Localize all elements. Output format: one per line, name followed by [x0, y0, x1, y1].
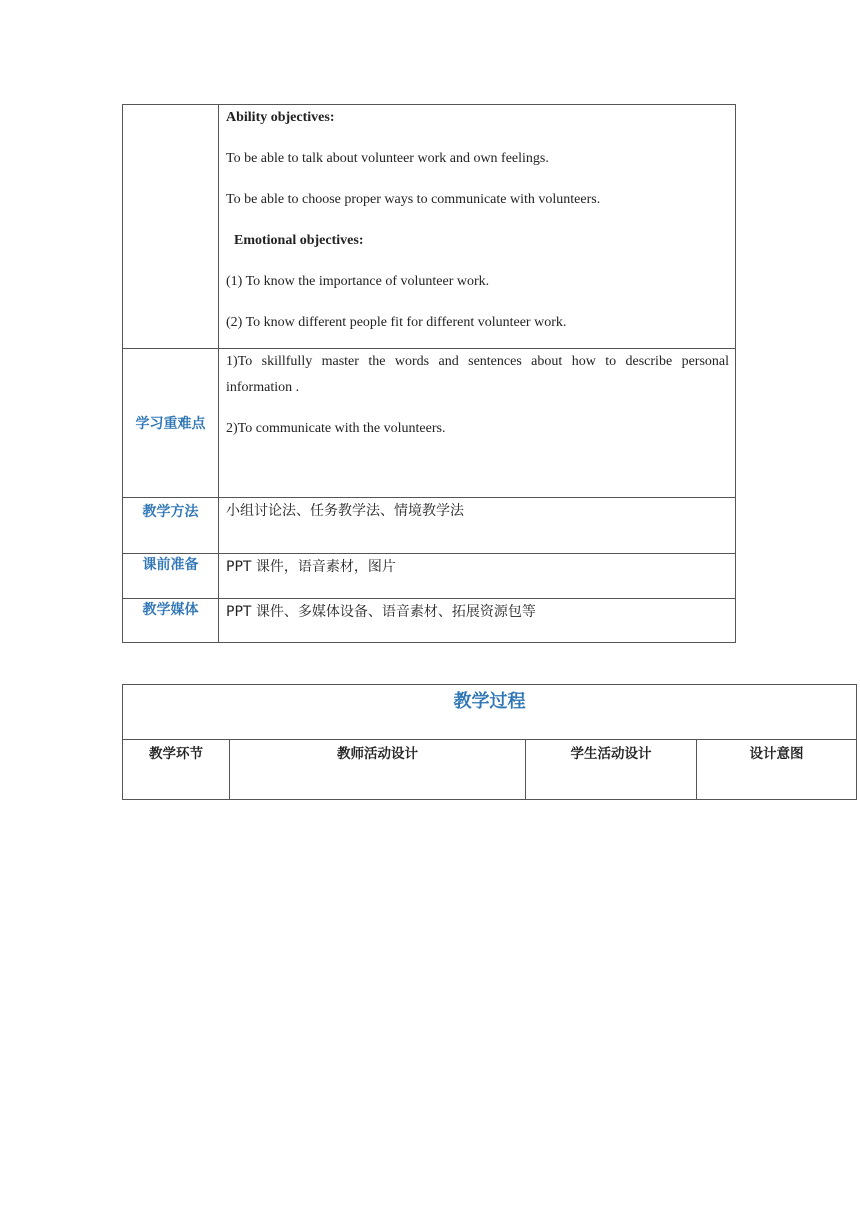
methods-text: 小组讨论法、任务教学法、情境教学法	[226, 503, 464, 519]
objectives-content-cell	[219, 105, 736, 349]
emotional-objectives-heading: Emotional objectives:	[234, 233, 364, 248]
media-label: 教学媒体	[123, 599, 219, 643]
methods-value	[219, 498, 736, 554]
methods-row	[123, 498, 736, 554]
column-header-design-intent-text: 设计意图	[749, 746, 804, 762]
column-header-student-activity	[526, 740, 697, 800]
column-header-stage-text: 教学环节	[149, 746, 203, 762]
process-header-row	[123, 740, 857, 800]
media-value	[219, 599, 736, 643]
column-header-student-activity-text: 学生活动设计	[570, 746, 652, 762]
key-points-content-cell	[219, 349, 736, 498]
objectives-label-cell	[123, 105, 219, 349]
process-title-row	[123, 685, 857, 740]
objectives-row	[123, 105, 736, 349]
key-point-item: 1)To skillfully master the words and sentences about how to describe personal information .	[226, 354, 729, 395]
preparation-text: PPT 课件，语音素材，图片	[226, 559, 396, 575]
preparation-row	[123, 554, 736, 599]
objectives-table	[122, 104, 736, 643]
preparation-label: 课前准备	[123, 554, 219, 599]
methods-label: 教学方法	[123, 498, 219, 554]
column-header-teacher-activity-text: 教师活动设计	[337, 746, 418, 762]
key-points-label: 学习重难点	[123, 349, 219, 498]
ability-objective-item: To be able to talk about volunteer work and own feelings.	[226, 151, 549, 166]
column-header-teacher-activity	[230, 740, 526, 800]
process-title: 教学过程	[453, 691, 526, 712]
media-row	[123, 599, 736, 643]
key-point-item: 2)To communicate with the volunteers.	[226, 421, 446, 436]
process-title-cell	[123, 685, 857, 740]
column-header-stage	[123, 740, 230, 800]
key-points-row	[123, 349, 736, 498]
media-text: PPT 课件、多媒体设备、语音素材、拓展资源包等	[226, 604, 536, 620]
emotional-objective-item: (2) To know different people fit for different volunteer work.	[226, 315, 567, 330]
preparation-value	[219, 554, 736, 599]
emotional-objective-item: (1) To know the importance of volunteer work.	[226, 274, 490, 289]
ability-objectives-heading: Ability objectives:	[226, 110, 335, 125]
column-header-design-intent	[697, 740, 857, 800]
ability-objective-item: To be able to choose proper ways to communicate with volunteers.	[226, 192, 601, 207]
teaching-process-table	[122, 684, 857, 800]
